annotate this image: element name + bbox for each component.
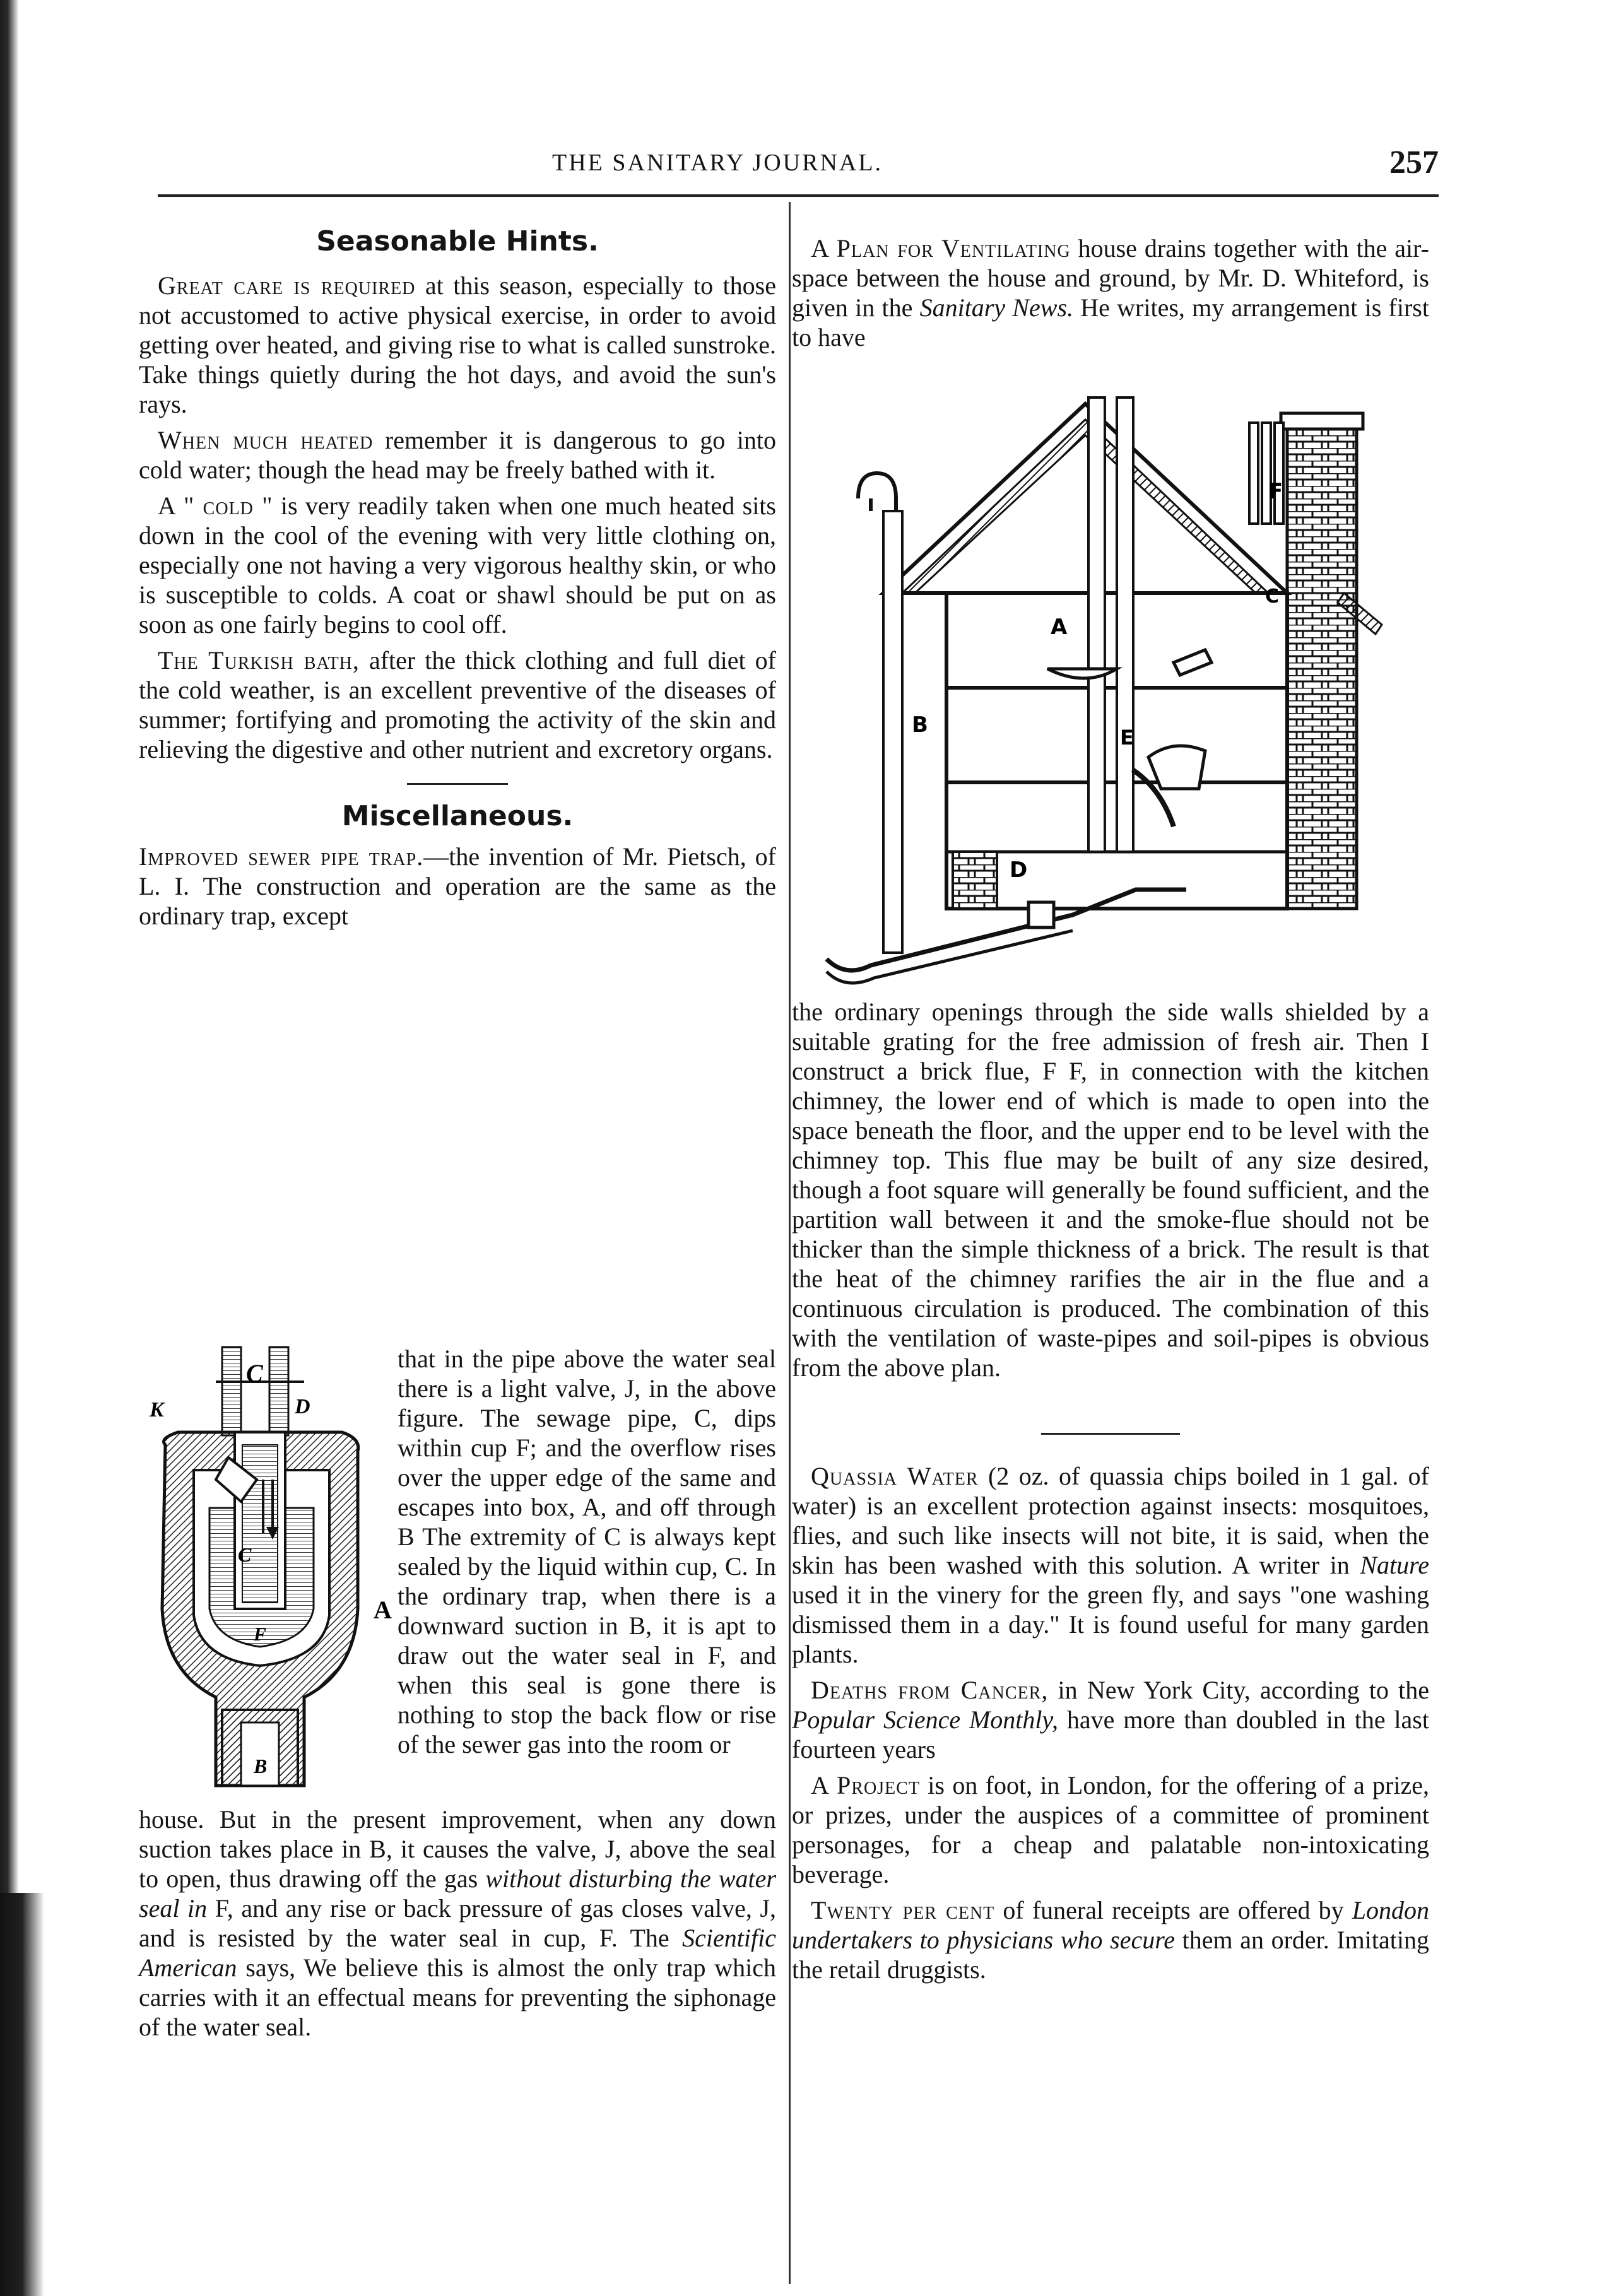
body-cancer-b: have more than doubled in the last fourteen years xyxy=(792,1705,1429,1763)
running-header xyxy=(158,144,1439,194)
body-much-heated: remember it is dangerous to go into cold water; though the head may be freely bathed with it. xyxy=(139,426,776,484)
trap-label-k: K xyxy=(150,1398,164,1422)
body-vent-b: He writes, my arrangement is first to have xyxy=(792,293,1429,351)
body-twenty-b: them an order. Imitating the retail druggists. xyxy=(792,1926,1429,1984)
lead-cold: A " cold " xyxy=(158,492,273,520)
lead-twenty: Twenty per cent xyxy=(811,1896,995,1924)
trap-label-c-inner: C xyxy=(238,1543,252,1566)
miscellaneous-title: Miscellaneous. xyxy=(341,800,574,832)
lead-much-heated: When much heated xyxy=(158,426,374,454)
trap-rest-c: says, We believe this is almost the only trap which carries with it an effectual means for preventing the siphonage of the water seal. xyxy=(139,1953,776,2041)
trap-rest-text xyxy=(139,1804,776,2042)
lead-turkish-bath: The Turkish bath, xyxy=(158,646,360,674)
house-label-f: F xyxy=(1268,479,1283,504)
body-quassia-a: (2 oz. of quassia chips boiled in 1 gal. of water) is an excellent protection against insects: mosquitoes, flies, and such like insects will not bite, it is said, when the skin has been washed with this solution. A writer in xyxy=(792,1462,1429,1579)
lead-quassia: Quassia Water xyxy=(811,1462,979,1490)
trap-label-d: D xyxy=(295,1395,310,1418)
lead-ventilating: A Plan for Ventilating xyxy=(811,234,1071,262)
left-column xyxy=(139,224,776,931)
journal-title: THE SANITARY JOURNAL. xyxy=(552,150,883,176)
trap-wrap-text: that in the pipe above the water seal there is a light valve, J, in the above figure. The sewage pipe, C, dips within cup F; and the overflow rises over the upper edge of the same and escapes into box, A, and off through B The extremity of C is always kept sealed by the liquid within cup, C. In the ordinary trap, when there is a downward suction in B, it is apt to draw out the water seal in F, and when this seal is gone there is nothing to stop the back flow or rise of the sewer gas into the room or xyxy=(398,1345,776,1758)
house-label-d: D xyxy=(1010,857,1028,883)
body-cancer-a: in New York City, according to the xyxy=(1048,1676,1429,1704)
body-cancer-pop: Popular Science Monthly, xyxy=(792,1705,1059,1734)
house-label-a: A xyxy=(1051,615,1068,640)
body-twenty-a: of funeral receipts are offered by xyxy=(994,1896,1352,1924)
column-divider xyxy=(789,202,791,2284)
lead-project: A Project xyxy=(811,1771,920,1799)
paragraph-ventilating xyxy=(792,233,1429,352)
body-vent-a: house drains together with the air-space between the house and ground, by Mr. D. Whiteford, is given in the xyxy=(792,234,1429,322)
lead-great-care: Great care is required xyxy=(158,271,416,300)
paragraph-turkish-bath xyxy=(139,645,776,764)
body-vent-news: Sanitary News. xyxy=(919,293,1074,322)
body-project: is on foot, in London, for the offering of a prize, or prizes, under the auspices of a committee of prominent personages, for a cheap and palatable non-intoxicating beverage. xyxy=(792,1771,1429,1888)
paragraph-trap-intro xyxy=(139,842,776,931)
scan-binding-edge-lower xyxy=(0,1893,44,2296)
paragraph-vent-continued: the ordinary openings through the side walls shielded by a suitable grating for the free admission of fresh air. Then I construct a brick flue, F F, in connection with the kitchen chimney, the lower end of which is made to open into the space beneath the floor, and the upper end to be level with the chimney top. This flue may be built of any size desired, though a foot square will generally be found sufficient, and the partition wall between it and the smoke-flue should not be thicker than the simple thickness of a brick. The result is that the heat of the chimney rarifies the air in the flue and a continuous circulation is produced. The combination of this with the ventilation of waste-pipes and soil-pipes is obvious from the above plan. xyxy=(792,998,1429,1382)
paragraph-twenty-per-cent xyxy=(792,1895,1429,1984)
house-label-c: C xyxy=(1265,586,1280,608)
seasonable-hints-title: Seasonable Hints. xyxy=(316,225,599,257)
house-label-e: E xyxy=(1120,726,1134,750)
header-rule xyxy=(158,194,1439,197)
paragraph-much-heated xyxy=(139,425,776,485)
paragraph-cancer xyxy=(792,1675,1429,1764)
trap-rest-a: house. But in the present improvement, when any down suction takes place in B, it causes the valve, J, above the seal to open, thus drawing off the gas xyxy=(139,1805,776,1893)
paragraph-project xyxy=(792,1770,1429,1889)
body-twenty-italic: London undertakers to physicians who secure xyxy=(792,1896,1430,1954)
trap-label-f: F xyxy=(254,1624,267,1645)
trap-label-c-top: C xyxy=(246,1359,263,1387)
lead-cancer: Deaths from Cancer, xyxy=(811,1676,1049,1704)
trap-rest-b: F, and any rise or back pressure of gas closes valve, J, and is resisted by the water seal in cup, F. The xyxy=(139,1894,777,1952)
paragraph-cold xyxy=(139,491,776,639)
trap-rest-sci: Scientific American xyxy=(139,1924,776,1982)
body-quassia-nature: Nature xyxy=(1360,1551,1429,1579)
trap-label-a: A xyxy=(374,1596,392,1624)
right-column-top xyxy=(792,233,1429,352)
lead-sewer-trap: Improved sewer pipe trap. xyxy=(139,842,424,871)
body-great-care: at this season, especially to those not accustomed to active physical exercise, in order to avoid getting over heated, and giving rise to what is called sunstroke. Take things quietly during the hot days, and avoid the sun's rays. xyxy=(139,271,776,418)
trap-label-b: B xyxy=(254,1755,268,1777)
trap-rest-italic: without disturbing the water seal in xyxy=(139,1864,776,1922)
house-label-b: B xyxy=(912,712,928,738)
section-separator xyxy=(407,783,508,785)
right-column-bottom xyxy=(792,997,1429,1991)
page-number: 257 xyxy=(1389,144,1439,180)
body-cold: is very readily taken when one much heated sits down in the cool of the evening with very little clothing on, especially one not having a very vigorous healthy skin, or who is susceptible to colds. A coat or shawl should be put on as soon as one fairly begins to cool off. xyxy=(139,492,776,639)
section-separator-right xyxy=(1041,1433,1180,1435)
body-quassia-b: used it in the vinery for the green fly, and says "one washing dismissed them in a day." It is found useful for many garden plants. xyxy=(792,1581,1429,1668)
house-ventilation-figure xyxy=(820,385,1401,991)
paragraph-quassia xyxy=(792,1461,1429,1669)
sewer-trap-figure xyxy=(140,1344,392,1798)
paragraph-great-care xyxy=(139,271,776,419)
body-trap-intro: —the invention of Mr. Pietsch, of L. I. The construction and operation are the same as the ordinary trap, except xyxy=(139,842,777,930)
body-turkish-bath: after the thick clothing and full diet of the cold weather, is an excellent preventive of the diseases of summer; fortifying and promoting the activity of the skin and relieving the digestive and other nutrient and excretory organs. xyxy=(139,646,776,763)
